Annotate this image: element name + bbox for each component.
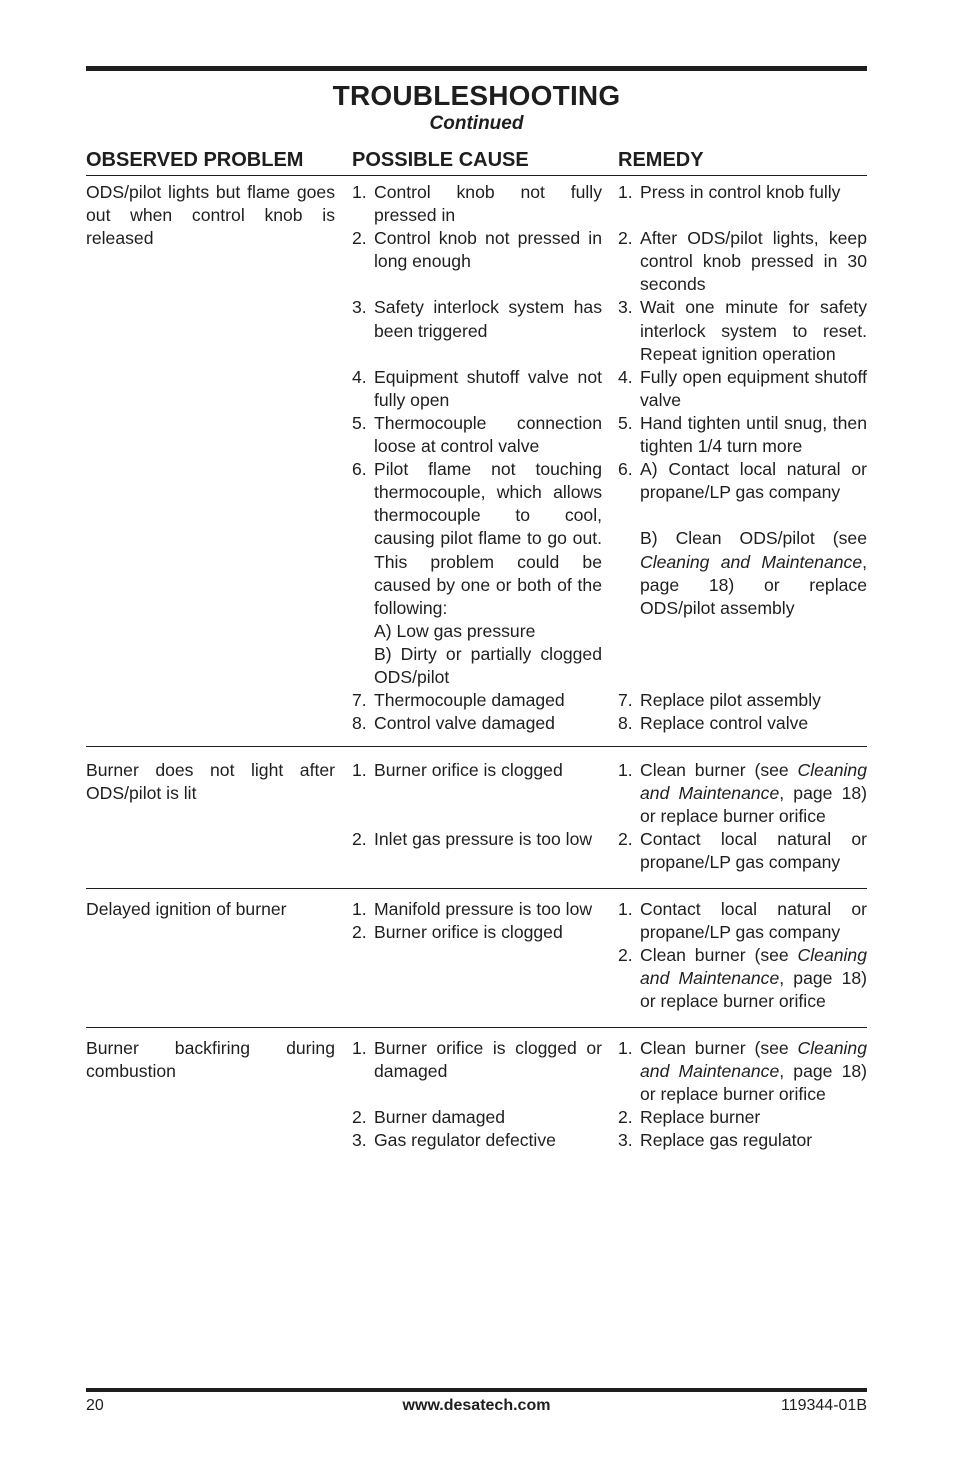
item-text: Contact local natural or propane/LP gas company xyxy=(640,899,867,943)
item-number: 7. xyxy=(352,690,367,711)
page-footer xyxy=(86,1396,867,1416)
item-text: Thermocouple connection loose at control valve xyxy=(374,412,602,457)
footer-rule xyxy=(86,1388,867,1392)
item-number: 6. xyxy=(618,459,633,480)
observed-problem: Burner does not light after ODS/pilot is lit xyxy=(86,760,335,804)
cause-item xyxy=(352,759,602,782)
item-text: Control valve damaged xyxy=(374,713,555,734)
item-number: 3. xyxy=(352,1130,367,1151)
remedy-item xyxy=(618,689,867,712)
item-text: Fully open equipment shutoff valve xyxy=(640,366,867,410)
remedies xyxy=(618,898,867,1013)
item-text xyxy=(640,458,867,620)
item-text: Burner damaged xyxy=(374,1107,506,1128)
remedies xyxy=(618,759,867,874)
item-number: 1. xyxy=(352,1038,367,1058)
item-text: Control knob not fully pressed in xyxy=(374,182,602,226)
item-number: 3. xyxy=(618,1130,633,1151)
item-number: 2. xyxy=(618,228,633,249)
item-number: 2. xyxy=(618,945,633,966)
top-rule xyxy=(86,66,867,71)
possible-causes xyxy=(352,1037,602,1152)
item-number: 1. xyxy=(618,1038,633,1058)
item-text: Burner orifice is clogged xyxy=(374,760,563,780)
item-text: Gas regulator defective xyxy=(374,1130,556,1151)
possible-causes xyxy=(352,898,602,944)
item-text: Replace pilot assembly xyxy=(640,690,821,711)
item-number: 1. xyxy=(618,760,633,780)
header-possible-cause: POSSIBLE CAUSE xyxy=(352,149,529,171)
cause-item xyxy=(352,1106,602,1129)
remedy-item xyxy=(618,366,867,412)
remedy-item xyxy=(618,759,867,828)
item-number: 5. xyxy=(352,412,367,433)
item-text: Clean burner (see Cleaning and Maintenance, page 18) or replace burner orifice xyxy=(640,760,867,827)
item-text: Hand tighten until snug, then tighten 1/4 turn more xyxy=(640,412,867,457)
page-title: TROUBLESHOOTING xyxy=(332,80,621,111)
remedies xyxy=(618,1037,867,1152)
item-number: 8. xyxy=(352,713,367,734)
item-text: Control knob not pressed in long enough xyxy=(374,228,602,272)
remedy-item xyxy=(618,1129,867,1152)
observed-problem: Burner backfiring during combustion xyxy=(86,1038,335,1082)
possible-causes xyxy=(352,181,602,735)
item-text: Burner orifice is clogged or damaged xyxy=(374,1038,602,1082)
item-text: Burner orifice is clogged xyxy=(374,922,563,943)
item-number: 1. xyxy=(352,760,367,780)
cause-item xyxy=(352,1037,602,1083)
item-text: Contact local natural or propane/LP gas company xyxy=(640,829,867,873)
item-text: Press in control knob fully xyxy=(640,182,841,202)
item-number: 7. xyxy=(618,690,633,711)
item-number: 8. xyxy=(618,713,633,734)
remedies xyxy=(618,181,867,735)
header-rule xyxy=(86,175,867,176)
item-text: Replace control valve xyxy=(640,713,809,734)
cause-6-main: Pilot flame not touching thermocouple, which allows thermocouple to cool, causing pilot flame to go out. This problem could be caused by one or both of the following: xyxy=(374,459,602,618)
website-link[interactable]: www.desatech.com xyxy=(402,1397,551,1414)
cause-item xyxy=(352,921,602,944)
cause-item xyxy=(352,898,602,921)
remedy-item xyxy=(618,944,867,1013)
item-number: 1. xyxy=(618,182,633,202)
item-text: After ODS/pilot lights, keep control knob pressed in 30 seconds xyxy=(640,228,867,295)
cause-item xyxy=(352,458,602,689)
item-text: Clean burner (see Cleaning and Maintenance, page 18) or replace burner orifice xyxy=(640,945,867,1012)
item-text: Equipment shutoff valve not fully open xyxy=(374,366,602,410)
item-text: Safety interlock system has been triggered xyxy=(374,297,602,341)
item-number: 2. xyxy=(618,829,633,850)
cause-item xyxy=(352,366,602,412)
header-observed-problem: OBSERVED PROBLEM xyxy=(86,149,304,171)
possible-causes xyxy=(352,759,602,851)
item-text: Clean burner (see Cleaning and Maintenance, page 18) or replace burner orifice xyxy=(640,1038,867,1105)
item-text: Manifold pressure is too low xyxy=(374,899,593,919)
item-number: 4. xyxy=(352,366,367,387)
cause-item xyxy=(352,689,602,712)
remedy-item xyxy=(618,712,867,735)
item-text: Wait one minute for safety interlock system to reset. Repeat ignition operation xyxy=(640,297,867,364)
cause-item xyxy=(352,1129,602,1152)
remedy-item xyxy=(618,296,867,365)
item-text: Replace gas regulator xyxy=(640,1130,813,1151)
item-number: 5. xyxy=(618,412,633,433)
cause-6-sub-b: B) Dirty or partially clogged ODS/pilot xyxy=(374,643,602,687)
observed-problem: Delayed ignition of burner xyxy=(86,899,287,919)
remedy-item xyxy=(618,1037,867,1106)
page-subtitle: Continued xyxy=(429,113,524,134)
cause-item xyxy=(352,712,602,735)
header-remedy: REMEDY xyxy=(618,149,704,171)
row-rule xyxy=(86,888,867,889)
cause-item xyxy=(352,412,602,458)
row-rule xyxy=(86,746,867,747)
item-number: 2. xyxy=(352,922,367,943)
item-text: Inlet gas pressure is too low xyxy=(374,829,593,850)
remedy-6-b: B) Clean ODS/pilot (see Cleaning and Maintenance, page 18) or replace ODS/pilot assembly xyxy=(640,528,867,618)
observed-problem: ODS/pilot lights but flame goes out when control knob is released xyxy=(86,182,335,249)
item-number: 6. xyxy=(352,459,367,480)
remedy-item xyxy=(618,181,867,204)
remedy-item xyxy=(618,412,867,458)
remedy-item xyxy=(618,828,867,874)
cause-item xyxy=(352,296,602,342)
remedy-6-a: A) Contact local natural or propane/LP gas company xyxy=(640,459,867,503)
item-number: 2. xyxy=(352,1107,367,1128)
cause-6-sub-a: A) Low gas pressure xyxy=(374,620,536,641)
remedy-item xyxy=(618,1106,867,1129)
item-number: 2. xyxy=(352,228,367,249)
remedy-item xyxy=(618,898,867,944)
row-rule xyxy=(86,1027,867,1028)
document-code: 119344-01B xyxy=(781,1397,867,1414)
item-number: 1. xyxy=(352,899,367,919)
item-number: 2. xyxy=(352,829,367,850)
item-number: 1. xyxy=(352,182,367,202)
page-number: 20 xyxy=(86,1397,104,1414)
item-number: 3. xyxy=(352,297,367,318)
item-text xyxy=(374,458,602,689)
remedy-item xyxy=(618,227,867,296)
cause-item xyxy=(352,227,602,273)
item-number: 3. xyxy=(618,297,633,318)
item-number: 2. xyxy=(618,1107,633,1128)
item-text: Replace burner xyxy=(640,1107,761,1128)
remedy-item xyxy=(618,458,867,620)
cause-item xyxy=(352,181,602,227)
item-number: 1. xyxy=(618,899,633,919)
table-header xyxy=(86,147,867,173)
item-text: Thermocouple damaged xyxy=(374,690,565,711)
cause-item xyxy=(352,828,602,851)
item-number: 4. xyxy=(618,366,633,387)
